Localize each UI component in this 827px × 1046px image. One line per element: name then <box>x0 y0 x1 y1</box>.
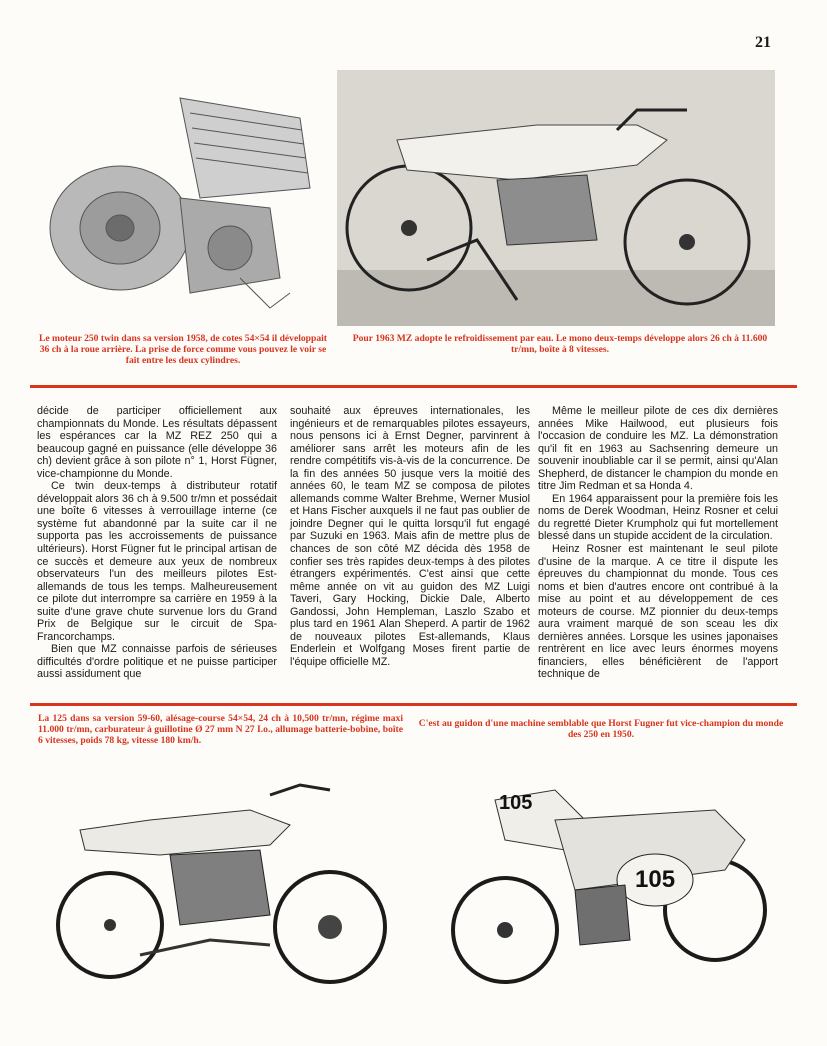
engine-photo <box>40 78 315 316</box>
bottom-divider <box>30 703 797 706</box>
caption-engine: Le moteur 250 twin dans sa version 1958, de cotes 54×54 il développait 36 ch à la roue arrière. La prise de force comme vous pouvez le voir se fait entre les deux cylindres. <box>38 333 328 366</box>
paragraph: décide de participer officiellement aux championnats du Monde. Les résultats dépassent les espérances car la MZ REZ 250 qui a beaucoup gagné en puissance (elle développe 36 ch) devient grâce à son pilote n° 1, Horst Fügner, vice-championne du Monde. <box>37 405 277 480</box>
paragraph: souhaité aux épreuves internationales, les ingénieurs et de remarquables pilotes essayeurs, nous pensons ici à Ernst Degner, parvinrent à améliorer sans arrêt les moteurs afin de les rendre compétitifs vis-à-vis de la concurrence. De la fin des années 50 jusque vers la moitié des années 60, le team MZ se composa de pilotes allemands comme Walter Brehme, Werner Musiol et Hans Fischer auxquels il ne faut pas oublier de joindre Degner qui le quitta lorsqu'il fut engagé par Suzuki en 1963. Mais afin de mettre plus de chances de son côté MZ décida dès 1958 de confier ses très rapides deux-temps à des pilotes étrangers expérimentés. C'est ainsi que cette même année on vit au guidon des MZ Luigi Taveri, Gary Hocking, Dickie Dale, Alberto Gandossi, John Hempleman, Laszlo Szabo et plus tard en 1961 Alan Sheperd. A partir de 1962 de nouveaux pilotes Est-allemands, Klaus Enderlein et Wolfgang Moses firent partie de l'équipe officielle MZ. <box>290 405 530 668</box>
caption-mz-1963: Pour 1963 MZ adopte le refroidissement par eau. Le mono deux-temps développe alors 26 ch à 11.600 tr/mn, boîte à 8 vitesses. <box>352 333 768 355</box>
paragraph: Même le meilleur pilote de ces dix dernières années Mike Hailwood, eut plusieurs fois l'occasion de conduire les MZ. La démonstration qu'il fit en 1963 au Sachsenring demeure un souvenir inoubliable car il se permit, ainsi qu'Alan Shepherd, de distancer le champion du monde en titre Jim Redman et sa Honda 4. <box>538 405 778 493</box>
top-divider <box>30 385 797 388</box>
page-number: 21 <box>755 34 771 51</box>
paragraph: Bien que MZ connaisse parfois de sérieuses difficultés d'ordre politique et ne puisse participer aussi assidument que <box>37 643 277 681</box>
paragraph: Ce twin deux-temps à distributeur rotatif développait alors 36 ch à 9.500 tr/mn et possédait une boîte 6 vitesses à verrouillage interne (ce système fut abandonné par la suite car il ne supporta pas les accroissements de puissance ultérieurs). Horst Fügner fut le principal artisan de ce succès et demeure aux yeux de nombreux observateurs l'un des meilleurs pilotes Est-allemands de tous les temps. Malheureusement ce pilote dut interrompre sa carrière en 1959 à la suite d'une grave chute survenue lors du Grand Prix de Belgique sur le circuit de Spa-Francorchamps. <box>37 480 277 643</box>
mz-1963-photo <box>337 70 775 326</box>
caption-mz-125: La 125 dans sa version 59-60, alésage-course 54×54, 24 ch à 10,500 tr/mn, régime maxi 11.000 tr/mn, carburateur à guillotine Ø 27 mm N 27 I.o., allumage batterie-bobine, boîte 6 vitesses, poids 78 kg, vitesse 180 km/h. <box>38 713 403 746</box>
caption-fugner-bike: C'est au guidon d'une machine semblable que Horst Fugner fut vice-champion du monde des 250 en 1950. <box>418 718 784 740</box>
mz-125-photo <box>40 775 400 995</box>
race-number-plate-front: 105 <box>499 792 533 814</box>
text-column-3 <box>538 405 778 681</box>
text-column-2 <box>290 405 530 668</box>
paragraph: Heinz Rosner est maintenant le seul pilote d'usine de la marque. A ce titre il dispute les épreuves du championnat du monde. Tous ces noms et bien d'autres encore ont contribué à la mise au point et au développement de ces moteurs de course. MZ pionnier du deux-temps aura vraiment marqué de son sceau les dix dernières années. Lorsque les usines japonaises rentrèrent en lice avec leurs énormes moyens financiers, elles bénéficièrent de l'apport technique de <box>538 543 778 681</box>
text-column-1 <box>37 405 277 681</box>
race-bike-105-photo <box>445 780 775 990</box>
paragraph: En 1964 apparaissent pour la première fois les noms de Derek Woodman, Heinz Rosner et celui du regretté Dieter Krumpholz qui fut mortellement blessé dans un stupide accident de la circulation. <box>538 492 778 543</box>
race-number-plate-side: 105 <box>635 866 676 893</box>
